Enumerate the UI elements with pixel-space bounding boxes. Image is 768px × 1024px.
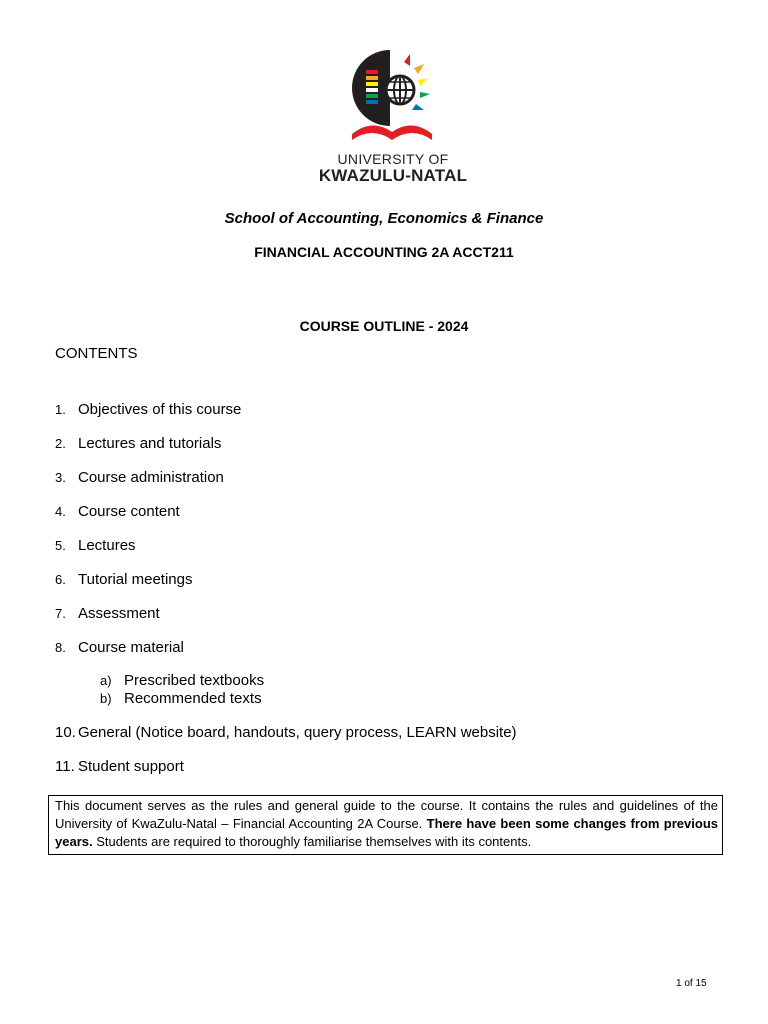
toc-label: Objectives of this course [78,401,242,418]
toc-item [55,639,184,656]
toc-subitem-letter: b) [100,691,112,706]
toc-label: Course content [78,503,180,520]
page-number: 1 of 15 [676,978,707,989]
toc-label: Course material [78,639,184,656]
toc-item [55,435,221,452]
toc-label: Lectures and tutorials [78,435,222,452]
logo-text-line2: KWAZULU-NATAL [318,166,468,185]
toc-label: Course administration [78,469,224,486]
notice-box [48,795,723,855]
notice-text-end: Students are required to thoroughly familiarise themselves with its contents. [92,834,532,849]
toc-number: 6. [55,572,66,587]
toc-number: 2. [55,436,66,451]
toc-number: 10. [55,724,76,741]
toc-subitem [100,672,264,689]
toc-subitem-letter: a) [100,673,112,688]
notice-emphasis: There have been some changes from previous years. [55,816,718,849]
university-logo [318,48,468,188]
toc-number: 3. [55,470,66,485]
toc-item [55,724,517,741]
outline-title: COURSE OUTLINE - 2024 [299,318,469,334]
contents-heading: CONTENTS [55,345,138,362]
toc-subitem-label: Recommended texts [124,690,262,707]
toc-number: 8. [55,640,66,655]
course-title: FINANCIAL ACCOUNTING 2A ACCT211 [254,244,514,260]
toc-label: Student support [78,758,184,775]
logo-text-line1: UNIVERSITY OF [337,151,449,167]
notice-text: This document serves as the rules and general guide to the course. It contains the rules and guidelines of the University of KwaZulu-Natal – Financial Accounting 2A Course. [55,798,718,831]
toc-label: General (Notice board, handouts, query process, LEARN website) [78,724,517,741]
toc-subitem [100,690,262,707]
ukzn-emblem-icon [338,48,448,148]
toc-item [55,605,160,622]
toc-item [55,571,193,588]
school-name: School of Accounting, Economics & Finance [224,210,544,227]
toc-number: 7. [55,606,66,621]
toc-number: 11. [55,758,75,775]
toc-number: 1. [55,402,66,417]
toc-label: Assessment [78,605,160,622]
toc-number: 5. [55,538,66,553]
toc-item [55,469,224,486]
toc-item [55,758,184,775]
toc-number: 4. [55,504,66,519]
toc-label: Tutorial meetings [78,571,193,588]
toc-item [55,503,180,520]
toc-label: Lectures [78,537,136,554]
toc-subitem-label: Prescribed textbooks [124,672,265,689]
toc-item [55,537,136,554]
toc-item [55,401,241,418]
